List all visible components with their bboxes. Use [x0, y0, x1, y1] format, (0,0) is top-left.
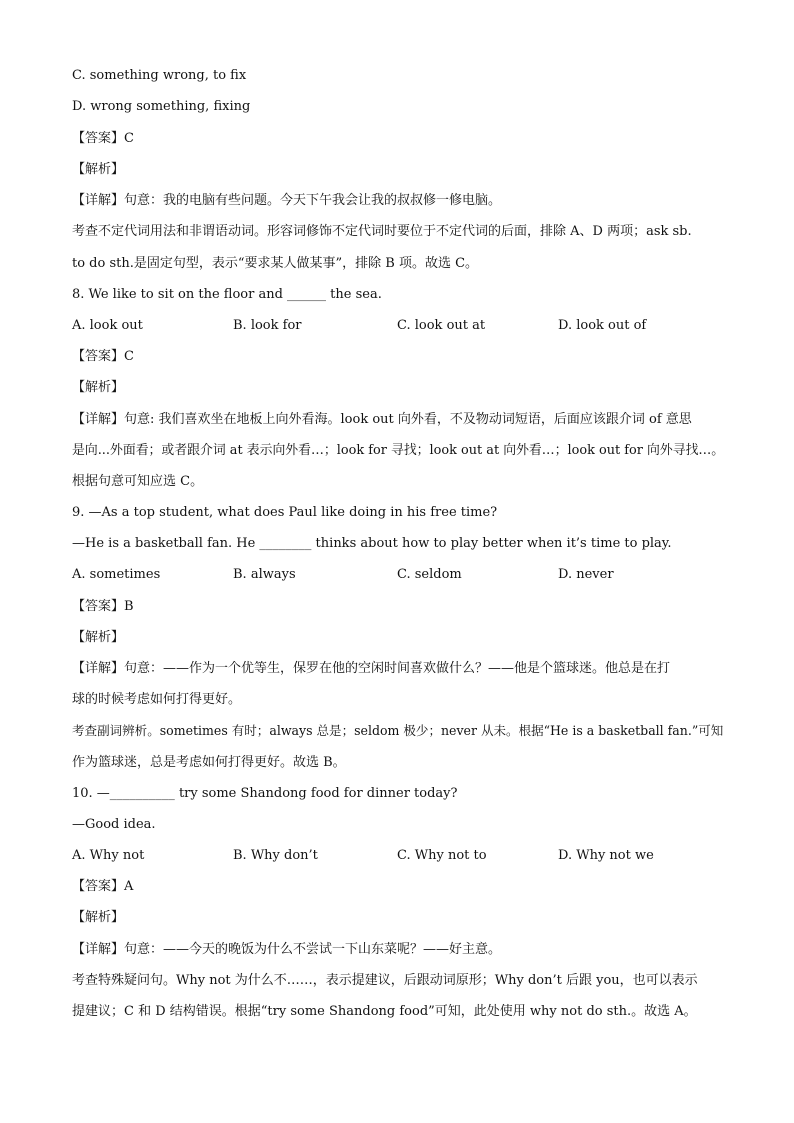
q10-options	[72, 847, 724, 865]
q9-explain-line2: 作为篮球迷，总是考虑如何打得更好。故选 B。	[72, 755, 346, 770]
q7-option-d: D. wrong something, fixing	[72, 99, 251, 114]
q8-answer: 【答案】C	[72, 349, 134, 364]
q8-option-b: B. look for	[233, 318, 302, 333]
q7-explain-line1: 考查不定代词用法和非谓语动词。形容词修饰不定代词时要位于不定代词的后面，排除 A、D 两项；ask sb.	[72, 224, 692, 239]
q8-option-a: A. look out	[72, 318, 143, 333]
q9-answer: 【答案】B	[72, 599, 134, 614]
q9-question: 9. —As a top student, what does Paul like doing in his free time?	[72, 505, 498, 520]
q9-question-line2: —He is a basketball fan. He ________ thinks about how to play better when it’s time to play.	[72, 536, 672, 551]
q10-question-line2: —Good idea.	[72, 817, 156, 832]
q10-option-a: A. Why not	[72, 848, 145, 863]
q8-question: 8. We like to sit on the floor and ______ the sea.	[72, 287, 382, 302]
q8-analysis-label: 【解析】	[72, 380, 125, 395]
q9-option-c: C. seldom	[397, 567, 462, 582]
q8-option-c: C. look out at	[397, 318, 486, 333]
q8-detail-line2: 是向...外面看；或者跟介词 at 表示向外看…；look for 寻找；look out at 向外看…；look out for 向外寻找…。	[72, 443, 725, 458]
q9-option-a: A. sometimes	[72, 567, 161, 582]
q8-detail-line1: 【详解】句意: 我们喜欢坐在地板上向外看海。look out 向外看，不及物动词短语，后面应该跟介词 of 意思	[72, 412, 692, 427]
q8-option-d: D. look out of	[558, 318, 647, 333]
q7-explain-line2: to do sth.是固定句型，表示“要求某人做某事”，排除 B 项。故选 C。	[72, 256, 479, 271]
q10-option-b: B. Why don’t	[233, 848, 318, 863]
q10-answer: 【答案】A	[72, 879, 134, 894]
q9-detail-line2: 球的时候考虑如何打得更好。	[72, 692, 242, 707]
q10-option-d: D. Why not we	[558, 848, 654, 863]
q7-answer: 【答案】C	[72, 131, 134, 146]
q9-analysis-label: 【解析】	[72, 630, 125, 645]
q10-question: 10. —__________ try some Shandong food for dinner today?	[72, 786, 458, 801]
q8-detail-line3: 根据句意可知应选 C。	[72, 474, 204, 489]
q9-options	[72, 566, 724, 584]
q10-explain-line1: 考查特殊疑问句。Why not 为什么不……，表示提建议，后跟动词原形；Why don’t 后跟 you，也可以表示	[72, 973, 698, 988]
q7-detail: 【详解】句意：我的电脑有些问题。今天下午我会让我的叔叔修一修电脑。	[72, 193, 502, 208]
q10-detail: 【详解】句意：——今天的晚饭为什么不尝试一下山东菜呢？——好主意。	[72, 942, 502, 957]
q8-options	[72, 317, 724, 335]
q9-option-d: D. never	[558, 567, 614, 582]
q10-explain-line2: 提建议；C 和 D 结构错误。根据“try some Shandong food”可知，此处使用 why not do sth.。故选 A。	[72, 1004, 697, 1019]
q9-detail-line1: 【详解】句意：——作为一个优等生，保罗在他的空闲时间喜欢做什么？——他是个篮球迷。他总是在打	[72, 661, 671, 676]
q7-option-c: C. something wrong, to fix	[72, 68, 247, 83]
q10-analysis-label: 【解析】	[72, 910, 125, 925]
q7-analysis-label: 【解析】	[72, 162, 125, 177]
q9-explain-line1: 考查副词辨析。sometimes 有时；always 总是；seldom 极少；never 从未。根据“He is a basketball fan.”可知	[72, 723, 724, 738]
q9-option-b: B. always	[233, 567, 296, 582]
q10-option-c: C. Why not to	[397, 848, 487, 863]
